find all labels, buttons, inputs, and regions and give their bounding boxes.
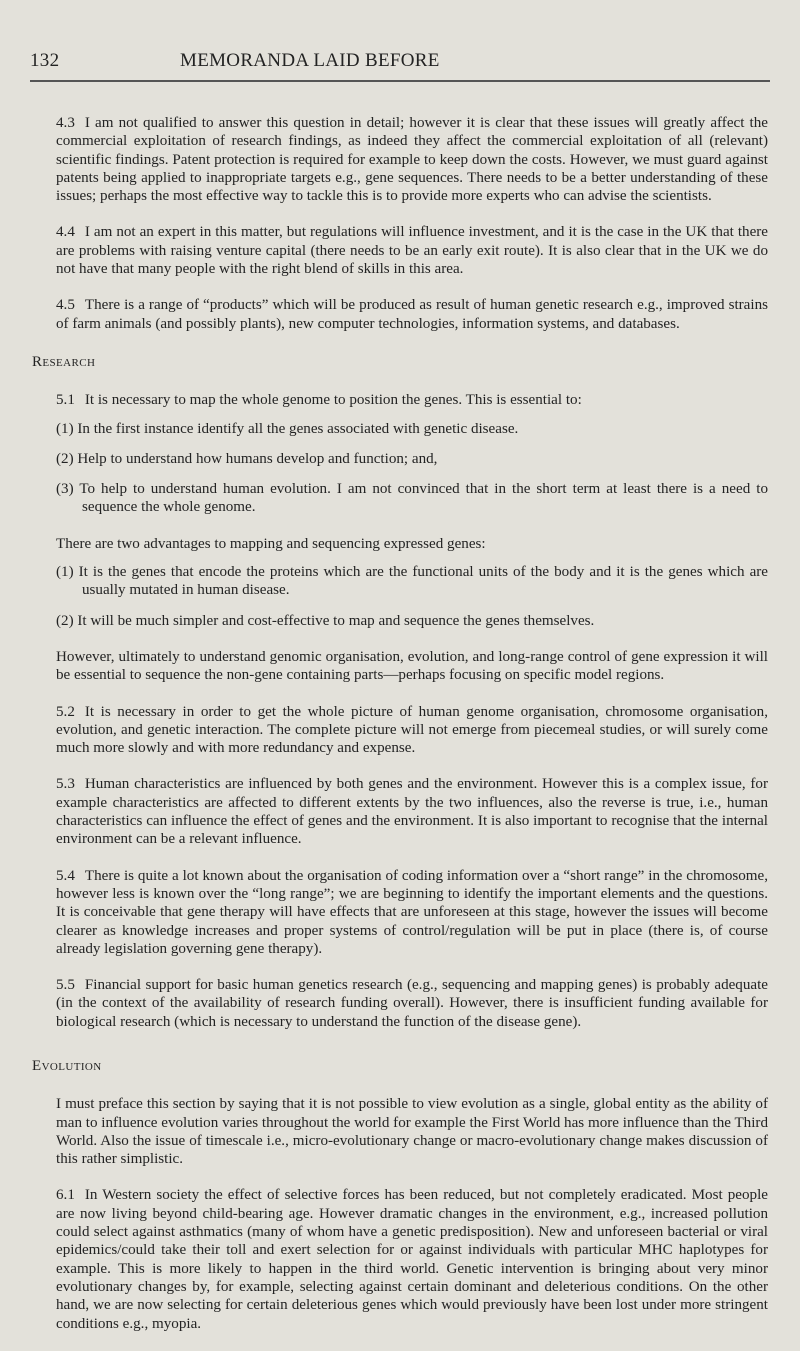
list-item: (1) In the first instance identify all the genes associated with genetic disease. [56, 420, 519, 437]
paragraph-text: In Western society the effect of selective forces has been reduced, but not completely eradicated. Most people are now living beyond child-bearing age. However dramatic changes in the environment, e.g., increased pollution could select against asthmatics (many of whom have a genetic predisposition). New and unforeseen bacterial or viral epidemics/could take their toll and exert selection for or against individuals with particular MHC haplotypes for example. This is more likely to happen in the third world. Genetic intervention is bringing about very minor evolutionary changes by, for example, selecting against certain dominant and deleterious conditions. On the other hand, we are now selecting for certain deleterious genes which would previously have been lost under more stringent conditions e.g., myopia. [56, 1187, 768, 1332]
paragraph-text: Financial support for basic human genetics research (e.g., sequencing and mapping genes) is probably adequate (in the context of the availability of research funding overall). However, there is insufficient funding available for biological research (which is necessary to understand the function of the disease gene). [56, 977, 768, 1030]
paragraph-text: There is a range of “products” which will be produced as result of human genetic research e.g., improved strains of farm animals (and possibly plants), new computer technologies, information systems, and databases. [56, 297, 768, 332]
paragraph-text: It is necessary in order to get the whole picture of human genome organisation, chromosome organisation, evolution, and genetic interaction. The complete picture will not emerge from piecemeal studies, or will surely come much more slowly and with more redundancy and expense. [56, 703, 768, 757]
paragraph-number: 4.5 [56, 297, 75, 314]
section-heading-research: Research [32, 353, 96, 370]
paragraph-number: 5.4 [56, 867, 75, 884]
paragraph-4-3 [56, 114, 768, 205]
paragraph-5-3 [56, 775, 768, 848]
paragraph-5-2 [56, 703, 768, 758]
list-item: (3) To help to understand human evolution. I am not convinced that in the short term at least there is a need to sequence the whole genome. [56, 481, 768, 516]
page-number: 132 [30, 50, 60, 71]
list-item: (2) Help to understand how humans develop and function; and, [56, 450, 438, 467]
paragraph-5-5 [56, 976, 768, 1031]
paragraph-text: Human characteristics are influenced by both genes and the environment. However this is a complex issue, for example characteristics are affected to different extents by the two influences, also the reverse is true, i.e., human characteristics can influence the effect of genes and the environment. It is also important to recognise that the internal environment can be a relevant influence. [56, 776, 768, 848]
running-title: MEMORANDA LAID BEFORE [180, 50, 440, 71]
paragraph-text: There is quite a lot known about the organisation of coding information over a “short range” in the chromosome, however less is known over the “long range”; we are beginning to identify the important elements and the questions. It is conceivable that gene therapy will have effects that are unforeseen at this stage, however the issues will become clearer as knowledge increases and proper systems of control/regulation will be put in place (there is, of course already legislation governing gene therapy). [56, 867, 768, 957]
paragraph-text: I am not an expert in this matter, but regulations will influence investment, and it is the case in the UK that there are problems with raising venture capital (there needs to be an early exit route). It is also clear that in the UK we do not have that many people with the right blend of skills in this area. [56, 224, 768, 278]
list-item: (1) It is the genes that encode the proteins which are the functional units of the body and it is the genes which are usually mutated in human disease. [56, 564, 768, 599]
paragraph-number: 4.3 [56, 115, 75, 131]
paragraph-4-5 [56, 296, 768, 333]
paragraph-4-4 [56, 223, 768, 278]
paragraph-number: 5.1 [56, 392, 75, 409]
paragraph-number: 5.5 [56, 977, 75, 994]
section-heading-evolution: Evolution [32, 1057, 102, 1074]
paragraph-however: However, ultimately to understand genomic organisation, evolution, and long-range control of gene expression it will be essential to sequence the non-gene containing parts—perhaps focusing on specific model regions. [56, 648, 768, 684]
paragraph-number: 4.4 [56, 224, 75, 241]
list-item: (2) It will be much simpler and cost-effective to map and sequence the genes themselves. [56, 612, 595, 629]
paragraph-5-4 [56, 867, 768, 958]
paragraph-number: 5.3 [56, 776, 75, 793]
header-rule [30, 80, 770, 82]
advantages-intro: There are two advantages to mapping and sequencing expressed genes: [56, 535, 486, 552]
document-body [32, 114, 768, 1351]
paragraph-6-1 [56, 1186, 768, 1332]
paragraph-text: It is necessary to map the whole genome to position the genes. This is essential to: [84, 392, 582, 409]
paragraph-5-1 [56, 391, 768, 409]
paragraph-number: 6.1 [56, 1187, 75, 1204]
paragraph-text: I am not qualified to answer this question in detail; however it is clear that these issues will greatly affect the commercial exploitation of research findings, as indeed they affect the commercial exploitation of all (relevant) scientific findings. Patent protection is required for example to keep down the costs. However, we must guard against patents being applied to inappropriate targets e.g., gene sequences. There needs to be a better understanding of these issues; perhaps the most effective way to tackle this is to provide more experts who can advise the scientists. [56, 115, 768, 205]
paragraph-evolution-intro: I must preface this section by saying that it is not possible to view evolution as a single, global entity as the ability of man to influence evolution varies throughout the world for example the First World has more influence than the Third World. Also the issue of timescale i.e., micro-evolutionary change or macro-evolutionary change makes discussion of this rather simplistic. [56, 1096, 768, 1168]
paragraph-number: 5.2 [56, 703, 75, 720]
